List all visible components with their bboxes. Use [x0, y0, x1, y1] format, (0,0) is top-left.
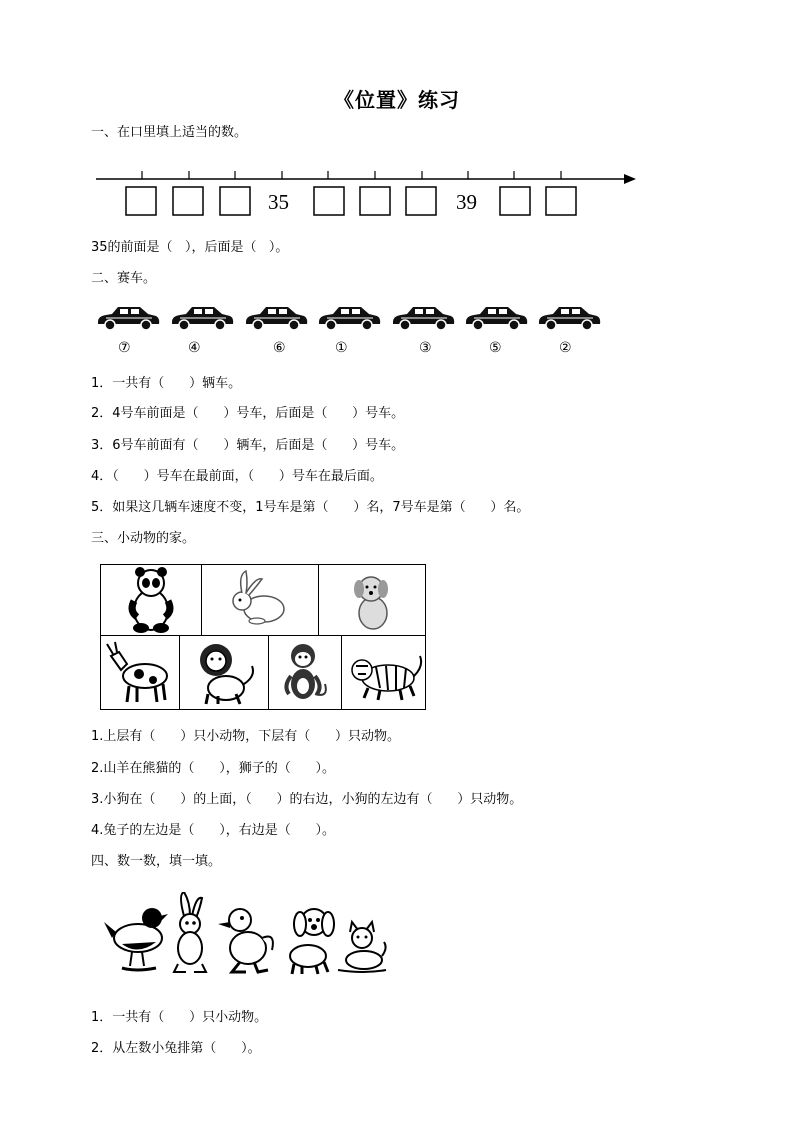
answer-box[interactable] [546, 187, 576, 215]
section1-heading: 一、在口里填上适当的数。 [91, 125, 248, 140]
car-number: ⑦ [118, 340, 131, 356]
section2-q5: 5．如果这几辆车速度不变，1号车是第（ ）名，7号车是第（ ）名。 [91, 500, 530, 515]
car-number: ① [335, 340, 348, 356]
race-car [393, 307, 454, 330]
section4-q2: 2．从左数小兔排第（ ）。 [91, 1041, 261, 1056]
animal-row-illustration [102, 892, 387, 978]
section4-q1: 1．一共有（ ）只小动物。 [91, 1010, 268, 1025]
car-number: ⑥ [273, 340, 286, 356]
race-car [246, 307, 307, 330]
answer-box[interactable] [314, 187, 344, 215]
car-number: ④ [188, 340, 201, 356]
house-cell-goat [100, 635, 180, 710]
house-cell-lion [179, 635, 269, 710]
duck-icon [218, 909, 273, 972]
rabbit-icon [202, 565, 318, 635]
car-number-row [96, 340, 616, 362]
tiger-icon [342, 636, 425, 709]
race-car [172, 307, 233, 330]
answer-box[interactable] [406, 187, 436, 215]
section3-heading: 三、小动物的家。 [91, 531, 196, 546]
section3-q2: 2.山羊在熊猫的（ ），狮子的（ ）。 [91, 761, 335, 776]
section4-heading: 四、数一数，填一填。 [91, 854, 222, 869]
cat-icon [338, 922, 386, 972]
goat-icon [101, 636, 179, 709]
answer-box[interactable] [500, 187, 530, 215]
race-cars-row [96, 300, 616, 332]
answer-box[interactable] [126, 187, 156, 215]
page-title: 《位置》练习 [334, 88, 460, 112]
monkey-icon [269, 636, 341, 709]
section2-q4: 4．（ ）号车在最前面，（ ）号车在最后面。 [91, 469, 383, 484]
numline-label-39: 39 [456, 190, 477, 214]
house-cell-dog [318, 564, 426, 636]
section2-heading: 二、赛车。 [91, 271, 157, 286]
answer-box[interactable] [220, 187, 250, 215]
dog-icon [290, 909, 334, 974]
section2-q1: 1．一共有（ ）辆车。 [91, 376, 242, 391]
race-car [466, 307, 527, 330]
section3-q1: 1.上层有（ ）只小动物，下层有（ ）只动物。 [91, 729, 400, 744]
house-cell-rabbit [201, 564, 319, 636]
section1-question: 35的前面是（ ），后面是（ ）。 [91, 240, 289, 255]
car-number: ③ [419, 340, 432, 356]
rabbit-icon [174, 892, 206, 972]
race-car [98, 307, 159, 330]
answer-box[interactable] [173, 187, 203, 215]
car-number: ② [559, 340, 572, 356]
answer-box[interactable] [360, 187, 390, 215]
car-number: ⑤ [489, 340, 502, 356]
number-line [96, 160, 636, 222]
race-car [539, 307, 600, 330]
house-cell-tiger [341, 635, 426, 710]
section2-q3: 3．6号车前面有（ ）辆车，后面是（ ）号车。 [91, 438, 405, 453]
house-cell-monkey [268, 635, 342, 710]
numline-label-35: 35 [268, 190, 289, 214]
section3-q3: 3.小狗在（ ）的上面，（ ）的右边，小狗的左边有（ ）只动物。 [91, 792, 523, 807]
lion-icon [180, 636, 268, 709]
panda-icon [101, 565, 201, 635]
bird-icon [104, 908, 168, 970]
house-cell-panda [100, 564, 202, 636]
section3-q4: 4.兔子的左边是（ ），右边是（ ）。 [91, 823, 335, 838]
dog-icon [319, 565, 425, 635]
animal-house-grid [100, 564, 426, 710]
race-car [319, 307, 380, 330]
section2-q2: 2．4号车前面是（ ）号车，后面是（ ）号车。 [91, 406, 405, 421]
